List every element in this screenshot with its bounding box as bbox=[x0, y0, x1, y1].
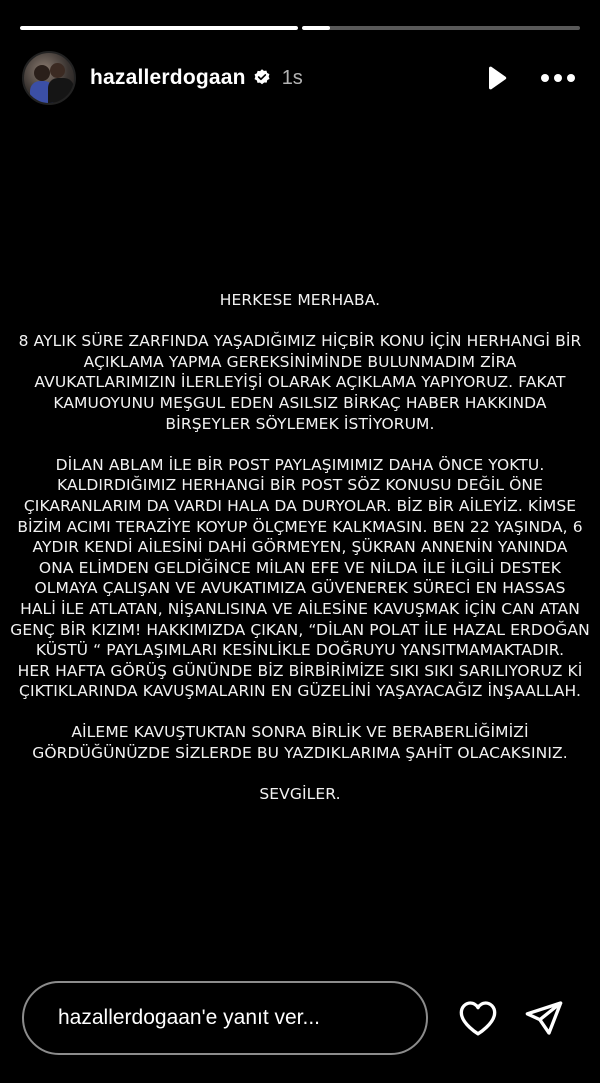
story-progress-fill-1 bbox=[20, 26, 298, 30]
story-footer bbox=[22, 980, 578, 1056]
heart-icon[interactable] bbox=[458, 999, 498, 1037]
statement-paragraph-2: DİLAN ABLAM İLE BİR POST PAYLAŞIMIMIZ DAHA ÖNCE YOKTU. KALDIRDIĞIMIZ HERHANGİ BİR POST SÖZ KONUSU DEĞİL ÖNE ÇIKARANLARIM DA VARDI HALA DA DURYOLAR. BİZ BİR AİLEYİZ. KİMSE BİZİM ACIMI TERAZİYE KOYUP ÖLÇMEYE KALKMASIN. BEN 22 YAŞINDA, 6 AYDIR KENDİ AİLESİNİ DAHİ GÖRMEYEN, ŞÜKRAN ANNENİN YANINDA ONA ELİMDEN GELDİĞİNCE MİLAN EFE VE NİLDA İLE İLGİLİ DESTEK OLMAYA ÇALIŞAN VE AVUKATIMIZA GÜVENEREK SÜRECİ EN HASSAS HALİ İLE ATLATAN, NİŞANLISINA VE AİLESİNE KAVUŞMAK İÇİN CAN ATAN GENÇ BİR KIZIM! HAKKIMIZDA ÇIKAN, “DİLAN POLAT İLE HAZAL ERDOĞAN KÜSTÜ “ PAYLAŞIMLARI KESİNLİKLE DOĞRUYU YANSITMAMAKTADIR. HER HAFTA GÖRÜŞ GÜNÜNDE BİZ BİRBİRİMİZE SIKI SIKI SARILIYORUZ Kİ ÇIKTIKLARINDA KAVUŞMALARIN EN GÜZELİNİ YAŞAYACAĞIZ İNŞAALLAH. bbox=[10, 455, 590, 701]
story-progress-segment-1 bbox=[20, 26, 298, 30]
send-icon[interactable] bbox=[524, 999, 564, 1037]
timestamp: 1s bbox=[281, 66, 303, 89]
story-progress bbox=[20, 26, 580, 30]
greeting-paragraph: HERKESE MERHABA. bbox=[219, 291, 381, 309]
reply-input[interactable]: hazallerdogaan'e yanıt ver... bbox=[22, 981, 428, 1055]
story-progress-fill-2 bbox=[302, 26, 330, 30]
verified-badge-icon bbox=[252, 68, 272, 88]
story-header bbox=[22, 50, 576, 106]
username[interactable]: hazallerdogaan bbox=[90, 66, 246, 89]
closing-paragraph: SEVGİLER. bbox=[259, 785, 341, 804]
statement-paragraph-1: 8 AYLIK SÜRE ZARFINDA YAŞADIĞIMIZ HİÇBİR KONU İÇİN HERHANGİ BİR AÇIKLAMA YAPMA GEREKSİNİMİNDE BULUNMADIM ZİRA AVUKATLARIMIZIN İLERLEYİŞİ OLARAK AÇIKLAMA YAPIYORUZ. FAKAT KAMUOYUNU MEŞGUL EDEN ASILSIZ BİRKAÇ HABER HAKKINDA BİRŞEYLER SÖYLEMEK İSTİYORUM. bbox=[18, 332, 582, 433]
avatar[interactable] bbox=[22, 51, 76, 105]
story-text bbox=[10, 290, 590, 825]
story-progress-segment-2 bbox=[302, 26, 580, 30]
statement-paragraph-3: AİLEME KAVUŞTUKTAN SONRA BİRLİK VE BERABERLİĞİMİZİ GÖRDÜĞÜNÜZDE SİZLERDE BU YAZDIKLARIMA ŞAHİT OLACAKSINIZ. bbox=[32, 723, 568, 763]
more-icon[interactable] bbox=[540, 73, 576, 83]
play-icon[interactable] bbox=[482, 64, 510, 92]
